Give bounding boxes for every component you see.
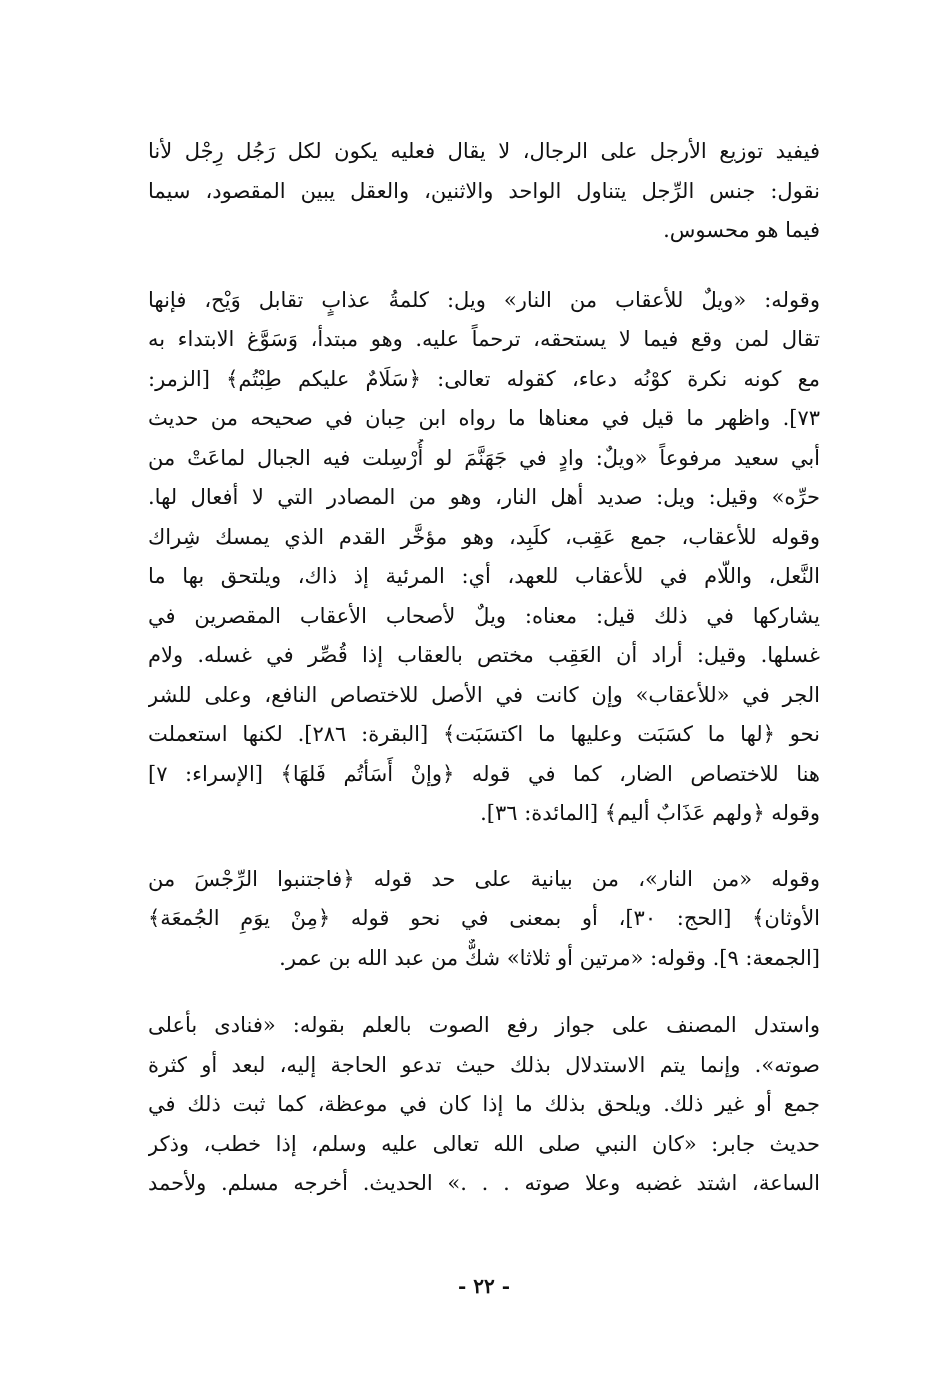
text-line: وقوله للأعقاب، جمع عَقِب، كلَبِد، وهو مؤخَّر القدم الذي يمسك شِراك [148,524,820,549]
text-line: وقوله: «ويلٌ للأعقاب من النار» ويل: كلمةُ عذابٍ تقابل وَيْح، فإنها [148,287,820,312]
text-line: حديث جابر: «كان النبي صلى الله تعالى عليه وسلم، إذا خطب، وذكر [148,1131,820,1156]
paragraph-2 [148,281,820,834]
text-line: تقال لمن وقع فيما لا يستحقه، ترحماً عليه. وهو مبتدأ، وَسَوَّغ الابتداء به [148,327,820,351]
text-line: واستدل المصنف على جواز رفع الصوت بالعلم بقوله: «فنادى بأعلى [148,1013,820,1037]
page-number: - ٢٢ - [457,1274,510,1298]
text-line: صوته». وإنما يتم الاستدلال بذلك حيث تدعو الحاجة إليه، لبعد أو كثرة [148,1052,820,1077]
text-line: أبي سعيد مرفوعاً «ويلٌ: وادٍ في جَهَنَّمَ لو أُرْسِلت فيه الجبال لماعَتْ من [148,445,820,470]
text-line: الأوثان﴾ [الحج: ٣٠]، أو بمعنى في نحو قوله ﴿مِنْ يوَمِ الجُمعَة﴾ [148,906,820,930]
text-line: غسلها. وقيل: أراد أن العَقِب مختص بالعقاب إذا قُصِّر في غسله. ولام [148,643,820,667]
text-line: يشاركها في ذلك قيل: معناه: ويلٌ لأصحاب الأعقاب المقصرين في [148,603,820,628]
text-line: هنا للاختصاص الضار، كما في قوله ﴿وإنْ أَسَأتُم فَلهَا﴾ [الإسراء: ٧] [148,761,820,786]
text-line: جمع أو غير ذلك. ويلحق بذلك ما إذا كان في موعظة، كما ثبت ذلك في [148,1092,820,1116]
text-line: نقول: جنس الرِّجل يتناول الواحد والاثنين، والعقل يبين المقصود، سيما [148,178,820,203]
book-page [148,132,820,1312]
text-line: نحو ﴿لها ما كسَبَت وعليها ما اكتسَبَت﴾ [البقرة: ٢٨٦]. لكنها استعملت [148,722,820,746]
text-line: وقوله «من النار»، من بيانية على حد قوله ﴿فاجتنبوا الرِّجْسَ من [148,866,820,891]
text-line: الجر في «للأعقاب» وإن كانت في الأصل للاختصاص النافع، وعلى للشر [148,682,820,707]
text-line: الساعة، اشتد غضبه وعلا صوته . . .» الحديث. أخرجه مسلم. ولأحمد [148,1171,820,1195]
text-line: فيفيد توزيع الأرجل على الرجال، لا يقال فعليه يكون لكل رَجُل رِجْل لأنا [148,139,820,163]
text-line: مع كونه نكرة كوْنُه دعاء، كقوله تعالى: ﴿سَلَامٌ عليكم طِبْتُم﴾ [الزمر: [148,366,820,391]
text-line: فيما هو محسوس. [663,218,820,242]
text-line: ٧٣]. واظهر ما قيل في معناها ما رواه ابن حِبان في صحيحه من حديث [148,406,820,430]
text-line: النَّعل، واللّام في للأعقاب للعهد، أي: المرئية إذ ذاك، ويلتحق بها ما [148,564,820,588]
paragraph-3 [148,860,820,979]
text-line: حرِّه» وقيل: ويل: صديد أهل النار، وهو من المصادر التي لا أفعال لها. [148,485,820,509]
paragraph-4 [148,1006,820,1204]
text-line: وقوله ﴿ولهم عَذَابٌ أليم﴾ [المائدة: ٣٦]. [480,801,820,825]
text-line: [الجمعة: ٩]. وقوله: «مرتين أو ثلاثا» شكٌّ من عبد الله بن عمر. [279,945,820,970]
paragraph-1 [148,132,820,251]
